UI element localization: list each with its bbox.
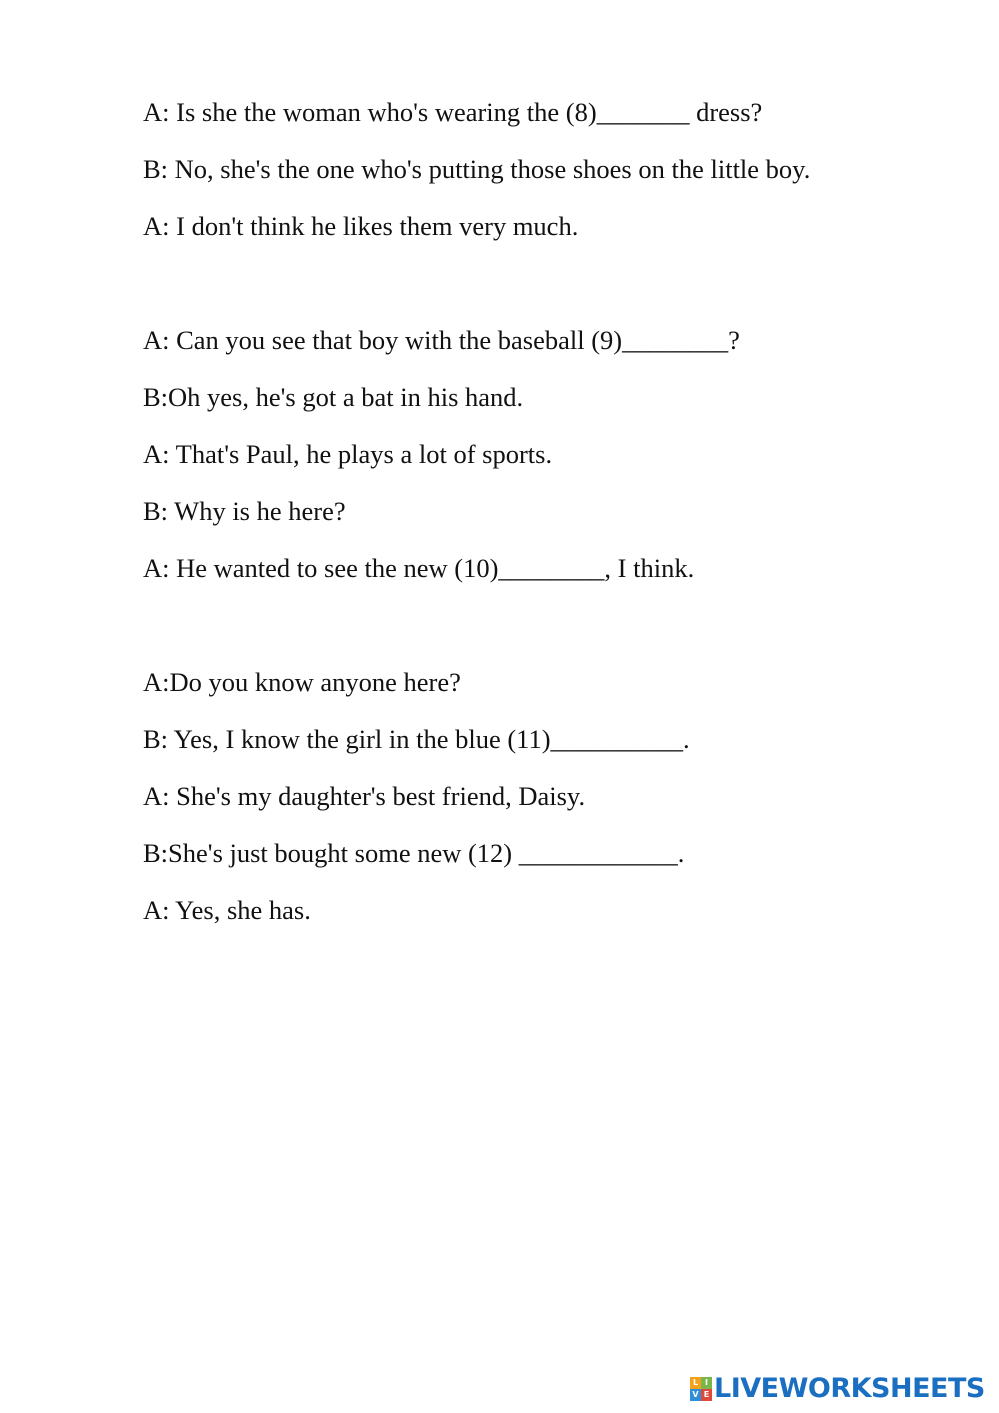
dialogue-3	[143, 654, 963, 939]
dialogue-line: B:Oh yes, he's got a bat in his hand.	[143, 382, 524, 412]
dialogue-line: A: I don't think he likes them very much.	[143, 211, 579, 241]
dialogue-line: B: Yes, I know the girl in the blue (11)__________.	[143, 724, 690, 754]
dialogue-line: A: That's Paul, he plays a lot of sports.	[143, 439, 553, 469]
logo-tile: V	[690, 1389, 701, 1401]
dialogue-line: A: He wanted to see the new (10)________, I think.	[143, 553, 695, 583]
dialogue-1	[143, 84, 963, 255]
dialogue-line: B:She's just bought some new (12) ____________.	[143, 838, 685, 868]
dialogue-line: B: Why is he here?	[143, 496, 346, 526]
dialogue-line: B: No, she's the one who's putting those shoes on the little boy.	[143, 154, 811, 184]
dialogue-line: A: She's my daughter's best friend, Daisy.	[143, 781, 586, 811]
dialogue-2	[143, 312, 963, 597]
dialogue-line: A: Yes, she has.	[143, 895, 311, 925]
logo-tile: I	[701, 1377, 712, 1389]
liveworksheets-mark-icon	[690, 1377, 712, 1401]
logo-tile: E	[701, 1389, 712, 1401]
dialogue-line: A: Is she the woman who's wearing the (8)_______ dress?	[143, 97, 763, 127]
dialogue-line: A: Can you see that boy with the baseball (9)________?	[143, 325, 740, 355]
logo-tile: L	[690, 1377, 701, 1389]
logo-text: LIVEWORKSHEETS	[714, 1373, 985, 1404]
dialogue-line: A:Do you know anyone here?	[143, 667, 461, 697]
liveworksheets-logo	[690, 1373, 985, 1405]
